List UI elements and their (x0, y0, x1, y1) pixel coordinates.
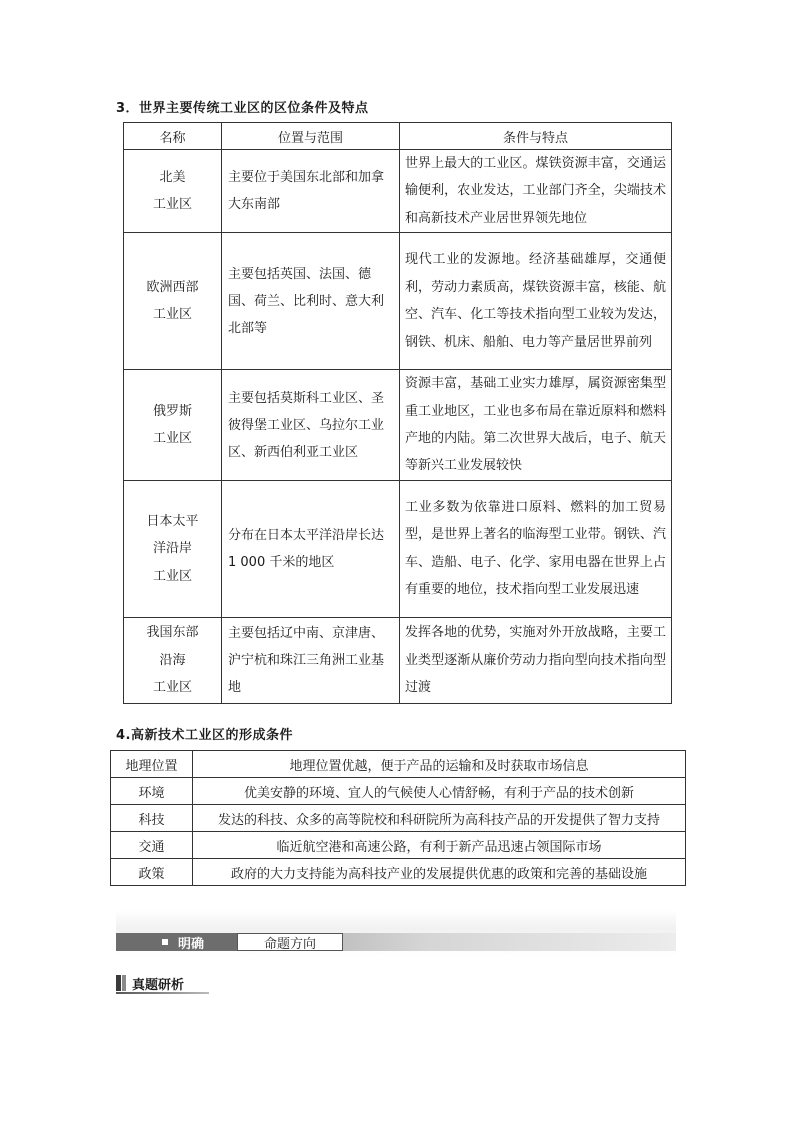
table-row (111, 778, 686, 805)
region-name-line: 工业区 (152, 197, 192, 213)
header-name: 名称 (124, 123, 222, 150)
region-name (124, 480, 222, 617)
condition-value: 临近航空港和高速公路，有利于新产品迅速占领国际市场 (193, 832, 686, 859)
region-features: 发挥各地的优势，实施对外开放战略，主要工业类型逐渐从廉价劳动力指向型向技术指向型过渡 (400, 617, 672, 703)
section4-title: 4.高新技术工业区的形成条件 (116, 728, 293, 743)
condition-value: 优美安静的环境、宜人的气候使人心情舒畅，有利于产品的技术创新 (193, 778, 686, 805)
heading-marker-icon (116, 975, 121, 991)
region-features: 世界上最大的工业区。煤铁资源丰富，交通运输便利，农业发达，工业部门齐全，尖端技术和高新技术产业居世界领先地位 (400, 150, 672, 233)
high-tech-conditions-table (110, 750, 686, 886)
region-location: 主要包括英国、法国、德国、荷兰、比利时、意大利北部等 (222, 233, 400, 370)
table-row (124, 480, 672, 617)
section3-title: 3．世界主要传统工业区的区位条件及特点 (116, 101, 369, 116)
banner-label-block (116, 933, 237, 951)
region-features: 资源丰富，基础工业实力雄厚，属资源密集型重工业地区，工业也多布局在靠近原料和燃料产地的内陆。第二次世界大战后，电子、航天等新兴工业发展较快 (400, 370, 672, 481)
table-row (111, 805, 686, 832)
region-name-line: 我国东部 (146, 625, 199, 641)
condition-key: 地理位置 (111, 751, 193, 778)
region-name-line: 工业区 (152, 680, 192, 696)
section-heading (116, 974, 209, 992)
region-name (124, 233, 222, 370)
table-row (111, 832, 686, 859)
table-header-row (124, 123, 672, 150)
condition-value: 发达的科技、众多的高等院校和科研院所为高科技产品的开发提供了智力支持 (193, 805, 686, 832)
region-features: 现代工业的发源地。经济基础雄厚，交通便利，劳动力素质高，煤铁资源丰富，核能、航空、汽车、化工等技术指向型工业较为发达，钢铁、机床、船舶、电力等产量居世界前列 (400, 233, 672, 370)
region-name-line: 欧洲西部 (146, 279, 199, 295)
heading-marker-icon (122, 975, 126, 991)
condition-value: 政府的大力支持能为高科技产业的发展提供优惠的政策和完善的基础设施 (193, 859, 686, 886)
condition-key: 科技 (111, 805, 193, 832)
section-heading-text: 真题研析 (132, 977, 185, 993)
region-name (124, 370, 222, 481)
region-name-line: 工业区 (152, 431, 192, 447)
banner-label: 明确 (178, 936, 205, 952)
condition-value: 地理位置优越，便于产品的运输和及时获取市场信息 (193, 751, 686, 778)
condition-key: 环境 (111, 778, 193, 805)
banner-tab (237, 933, 343, 951)
region-location: 主要包括莫斯科工业区、圣彼得堡工业区、乌拉尔工业区、新西伯利亚工业区 (222, 370, 400, 481)
region-name-line: 日本太平 (146, 513, 199, 529)
region-location: 主要包括辽中南、京津唐、沪宁杭和珠江三角洲工业基地 (222, 617, 400, 703)
region-name (124, 617, 222, 703)
region-location: 主要位于美国东北部和加拿大东南部 (222, 150, 400, 233)
region-name (124, 150, 222, 233)
table-row (124, 150, 672, 233)
table-row (124, 233, 672, 370)
square-bullet-icon (162, 939, 168, 945)
table-row (111, 859, 686, 886)
table-row (111, 751, 686, 778)
table-row (124, 617, 672, 703)
region-location: 分布在日本太平洋沿岸长达 1 000 千米的地区 (222, 480, 400, 617)
condition-key: 政策 (111, 859, 193, 886)
heading-underline (116, 992, 209, 994)
region-name-line: 北美 (159, 169, 186, 185)
traditional-industrial-regions-table (123, 122, 672, 704)
region-name-line: 工业区 (152, 568, 192, 584)
region-features: 工业多数为依靠进口原料、燃料的加工贸易型，是世界上著名的临海型工业带。钢铁、汽车、造船、电子、化学、家用电器在世界上占有重要的地位，技术指向型工业发展迅速 (400, 480, 672, 617)
region-name-line: 洋沿岸 (152, 541, 192, 557)
region-name-line: 沿海 (159, 652, 186, 668)
condition-key: 交通 (111, 832, 193, 859)
banner-tab-label: 命题方向 (263, 936, 316, 952)
region-name-line: 俄罗斯 (152, 403, 192, 419)
header-features: 条件与特点 (400, 123, 672, 150)
header-location: 位置与范围 (222, 123, 400, 150)
region-name-line: 工业区 (152, 307, 192, 323)
table-row (124, 370, 672, 481)
